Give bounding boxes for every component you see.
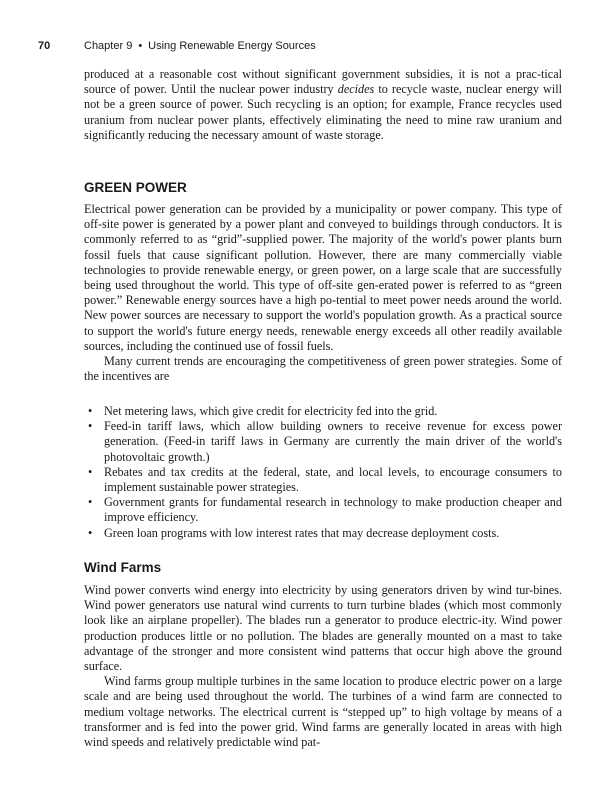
intro-text-part2: to recycle waste, nuclear energy will not be a green source of power. Such recycling is an option; for example, France recycles used uranium from nuclear power plants, effectively eliminating the need to mine raw uranium and significantly reducing the necessary amount of waste storage. bbox=[84, 82, 563, 142]
separator-bullet: • bbox=[138, 40, 143, 52]
bullet-icon: • bbox=[88, 464, 93, 479]
list-item bbox=[84, 465, 562, 495]
section-heading-green-power: GREEN POWER bbox=[84, 180, 187, 195]
intro-emphasis: decides bbox=[337, 82, 375, 97]
chapter-title: Using Renewable Energy Sources bbox=[148, 40, 316, 52]
wind-farms-paragraph-2: Wind farms group multiple turbines in the same location to produce electric power on a large scale and are being used throughout the world. The turbines of a wind farm are connected to medium voltage networks. The electrical current is “stepped up” to high voltage by means of a transformer and is fed into the power grid. Wind farms are generally located in areas with high wind speeds and relatively predictable wind pat- bbox=[84, 674, 562, 750]
intro-paragraph-block bbox=[84, 67, 562, 143]
green-power-paragraph-1: Electrical power generation can be provided by a municipality or power company. This type of off-site power is generated by a power plant and conveyed to buildings through conductors. It is commonly referred to as “grid”-supplied power. The majority of the world's power plants burn fossil fuels that cause significant pollution. However, there are many commercially viable technologies to provide renewable energy, or green power, on a large scale that are successfully being used throughout the world. This type of off-site gen-erated power is referred to as “green power.” Renewable energy sources have a high po-tential to meet power needs around the world. New power sources are necessary to support the world's population growth. As a practical source to support the world's future energy needs, renewable energy exceeds all other readily available sources, including the continued use of fossil fuels. bbox=[84, 202, 562, 353]
wind-farms-text-block bbox=[84, 583, 562, 750]
list-item bbox=[84, 419, 562, 465]
incentives-list bbox=[84, 404, 562, 541]
list-item-text: Green loan programs with low interest rates that may decrease deployment costs. bbox=[104, 525, 500, 540]
bullet-icon: • bbox=[88, 404, 93, 418]
bullet-icon: • bbox=[88, 525, 93, 540]
list-item-text: Rebates and tax credits at the federal, state, and local levels, to encourage consumers to implement sustainable power strategies. bbox=[104, 464, 562, 495]
intro-text-part1: produced at a reasonable cost without significant government subsidies, it is not a prac-tical source of power. Until the nuclear power industry bbox=[84, 67, 562, 97]
list-item bbox=[84, 495, 562, 525]
list-item bbox=[84, 526, 562, 541]
bullet-icon: • bbox=[88, 495, 93, 510]
list-item-text: Government grants for fundamental research in technology to make production cheaper and improve efficiency. bbox=[104, 495, 562, 525]
green-power-text-block bbox=[84, 202, 562, 384]
bullet-icon: • bbox=[88, 419, 93, 434]
list-item-text: Feed-in tariff laws, which allow building owners to receive revenue for excess power generation. (Feed-in tariff laws in Germany are currently the main driver of the world's photovoltaic growth.) bbox=[104, 419, 562, 464]
running-head bbox=[38, 38, 563, 54]
section-heading-wind-farms: Wind Farms bbox=[84, 560, 162, 575]
list-item bbox=[84, 404, 562, 419]
green-power-paragraph-2: Many current trends are encouraging the competitiveness of green power strategies. Some of the incentives are bbox=[84, 354, 562, 384]
intro-paragraph bbox=[84, 67, 562, 143]
page-number: 70 bbox=[38, 40, 51, 52]
chapter-label: Chapter 9 bbox=[84, 40, 133, 52]
list-item-text: Net metering laws, which give credit for electricity fed into the grid. bbox=[104, 404, 438, 418]
wind-farms-paragraph-1: Wind power converts wind energy into electricity by using generators driven by wind tur-bines. Wind power generators use natural wind currents to turn turbine blades (which most commonly look like an airplane propeller). The blades run a generator to produce electric-ity. Wind power production produces little or no pollution. The blades are generally mounted on a mast to take advantage of the stronger and more consistent wind patterns that occur high above the ground surface. bbox=[84, 583, 562, 674]
